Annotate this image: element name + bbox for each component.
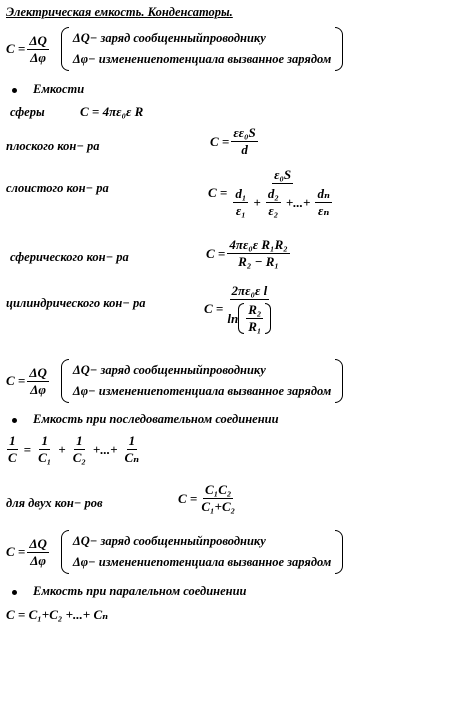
- formula-lhs: C =: [6, 41, 26, 56]
- fraction: [199, 483, 237, 514]
- fraction-numerator: ΔQ: [29, 32, 47, 48]
- fraction: [227, 238, 289, 269]
- fraction-dn: [315, 187, 331, 218]
- fraction-numerator: 1: [128, 433, 136, 448]
- fraction-numerator: R₂: [248, 302, 262, 317]
- fraction-denominator: [225, 300, 273, 334]
- plus-sign: +: [253, 194, 261, 210]
- fraction-denominator: Δφ: [30, 49, 46, 65]
- legend-brace: [61, 27, 343, 71]
- fraction-numerator: ΔQ: [29, 364, 47, 380]
- fraction-numerator: 1: [41, 433, 48, 448]
- spherical-capacitor-label: сферического кон− ра: [10, 250, 129, 264]
- fraction-denominator: [229, 184, 336, 218]
- legend-potential: Δφ− изменениепотенциала вызванное зарядом: [72, 52, 332, 66]
- plus-dots-sign: +...+: [285, 194, 311, 210]
- fraction-denominator: C: [8, 450, 17, 465]
- sphere-label: сферы: [10, 105, 45, 119]
- right-paren: [265, 303, 271, 334]
- legend-charge: ΔQ− заряд сообщенныйпроводнику: [72, 534, 266, 548]
- two-capacitors-label: для двух кон− ров: [6, 496, 103, 510]
- formula-lhs: C =: [208, 185, 228, 200]
- plus-dots-sign: +...+: [92, 441, 118, 457]
- fraction: [231, 126, 257, 157]
- fraction-denominator: R₂ − R₁: [238, 254, 279, 269]
- formula-lhs: C =: [206, 245, 226, 261]
- legend-brace: [61, 530, 343, 574]
- right-paren: [335, 359, 343, 403]
- fraction-numerator: dₙ: [317, 186, 330, 201]
- fraction-lhs: [6, 434, 19, 465]
- fraction-denominator: Δφ: [30, 552, 46, 568]
- bullet-icon: [12, 590, 17, 595]
- fraction-denominator: Cₙ: [124, 450, 140, 465]
- fraction-numerator: d₁: [235, 186, 247, 201]
- sphere-formula: C = 4πε₀ε R: [80, 104, 144, 119]
- layered-capacitor-label: слоистого кон− ра: [6, 181, 109, 195]
- cylindrical-capacitor-formula: [204, 284, 275, 334]
- fraction-denominator: d: [241, 142, 248, 157]
- fraction-numerator: 1: [9, 433, 16, 448]
- left-paren: [238, 303, 244, 334]
- plate-capacitor-label: плоского кон− ра: [6, 139, 100, 153]
- left-paren: [61, 530, 69, 574]
- fraction-denominator: C₁+C₂: [201, 499, 236, 514]
- series-formula: [4, 434, 143, 465]
- fraction-numerator: d₂: [267, 186, 279, 201]
- bullet-icon: [12, 418, 17, 423]
- two-capacitors-formula: [178, 483, 239, 514]
- fraction-numerator: 4πε₀ε R₁R₂: [229, 237, 288, 252]
- fraction-denominator: ε₂: [268, 203, 279, 218]
- capacity-definition-1: [6, 27, 343, 71]
- plate-capacitor-formula: [210, 126, 260, 157]
- ln-function: ln: [227, 310, 239, 326]
- heading-capacities: Емкости: [33, 82, 85, 96]
- fraction-denominator: C₂: [72, 450, 86, 465]
- equals-sign: =: [23, 441, 32, 457]
- heading-parallel: Емкость при паралельном соединении: [33, 584, 247, 598]
- fraction-denominator: ε₁: [235, 203, 246, 218]
- right-paren: [335, 530, 343, 574]
- fraction-c1: [36, 434, 53, 465]
- bullet-parallel: [6, 584, 247, 599]
- fraction-numerator: ΔQ: [29, 535, 47, 551]
- capacity-definition-2: [6, 359, 343, 403]
- fraction-numerator: ε₀S: [274, 167, 292, 182]
- fraction-cn: [123, 434, 142, 465]
- fraction-c2: [71, 434, 88, 465]
- formula-lhs: C =: [210, 133, 230, 149]
- cylindrical-capacitor-label: цилиндрического кон− ра: [6, 296, 146, 310]
- right-paren: [335, 27, 343, 71]
- heading-series: Емкость при последовательном соединении: [33, 412, 279, 426]
- bullet-capacities: [6, 82, 84, 97]
- fraction-numerator: 2πε₀ε l: [231, 283, 268, 298]
- formula-lhs: C =: [6, 373, 26, 388]
- fraction: [27, 34, 49, 65]
- left-paren: [61, 27, 69, 71]
- bullet-icon: [12, 88, 17, 93]
- fraction-numerator: εε₀S: [233, 125, 256, 140]
- fraction-denominator: Δφ: [30, 381, 46, 397]
- formula-lhs: C =: [178, 490, 198, 506]
- legend-charge: ΔQ− заряд сообщенныйпроводнику: [72, 31, 266, 45]
- fraction-denominator: R₁: [248, 319, 262, 334]
- fraction: [229, 168, 336, 218]
- legend-potential: Δφ− изменениепотенциала вызванное зарядом: [72, 384, 332, 398]
- fraction-numerator: 1: [76, 433, 83, 448]
- fraction-numerator: C₁C₂: [205, 482, 232, 497]
- parallel-formula: C = C₁+C₂ +...+ Cₙ: [6, 607, 109, 622]
- spherical-capacitor-formula: [206, 238, 292, 269]
- fraction: [225, 284, 273, 334]
- formula-lhs: C =: [204, 301, 224, 316]
- formula-lhs: C =: [6, 544, 26, 559]
- legend-brace: [61, 359, 343, 403]
- fraction-d1: [233, 187, 248, 218]
- fraction-d2: [266, 187, 281, 218]
- fraction-denominator: C₁: [38, 450, 52, 465]
- left-paren: [61, 359, 69, 403]
- ln-argument: [238, 303, 271, 334]
- legend-charge: ΔQ− заряд сообщенныйпроводнику: [72, 363, 266, 377]
- fraction: [27, 366, 49, 397]
- capacity-definition-3: [6, 530, 343, 574]
- legend-potential: Δφ− изменениепотенциала вызванное зарядом: [72, 555, 332, 569]
- plus-sign: +: [58, 441, 66, 457]
- layered-capacitor-formula: [208, 168, 338, 218]
- fraction-radii: [246, 303, 263, 334]
- fraction: [27, 537, 49, 568]
- fraction-denominator: εₙ: [318, 203, 330, 218]
- bullet-series: [6, 412, 279, 427]
- page-title: Электрическая емкость. Конденсаторы.: [6, 5, 233, 19]
